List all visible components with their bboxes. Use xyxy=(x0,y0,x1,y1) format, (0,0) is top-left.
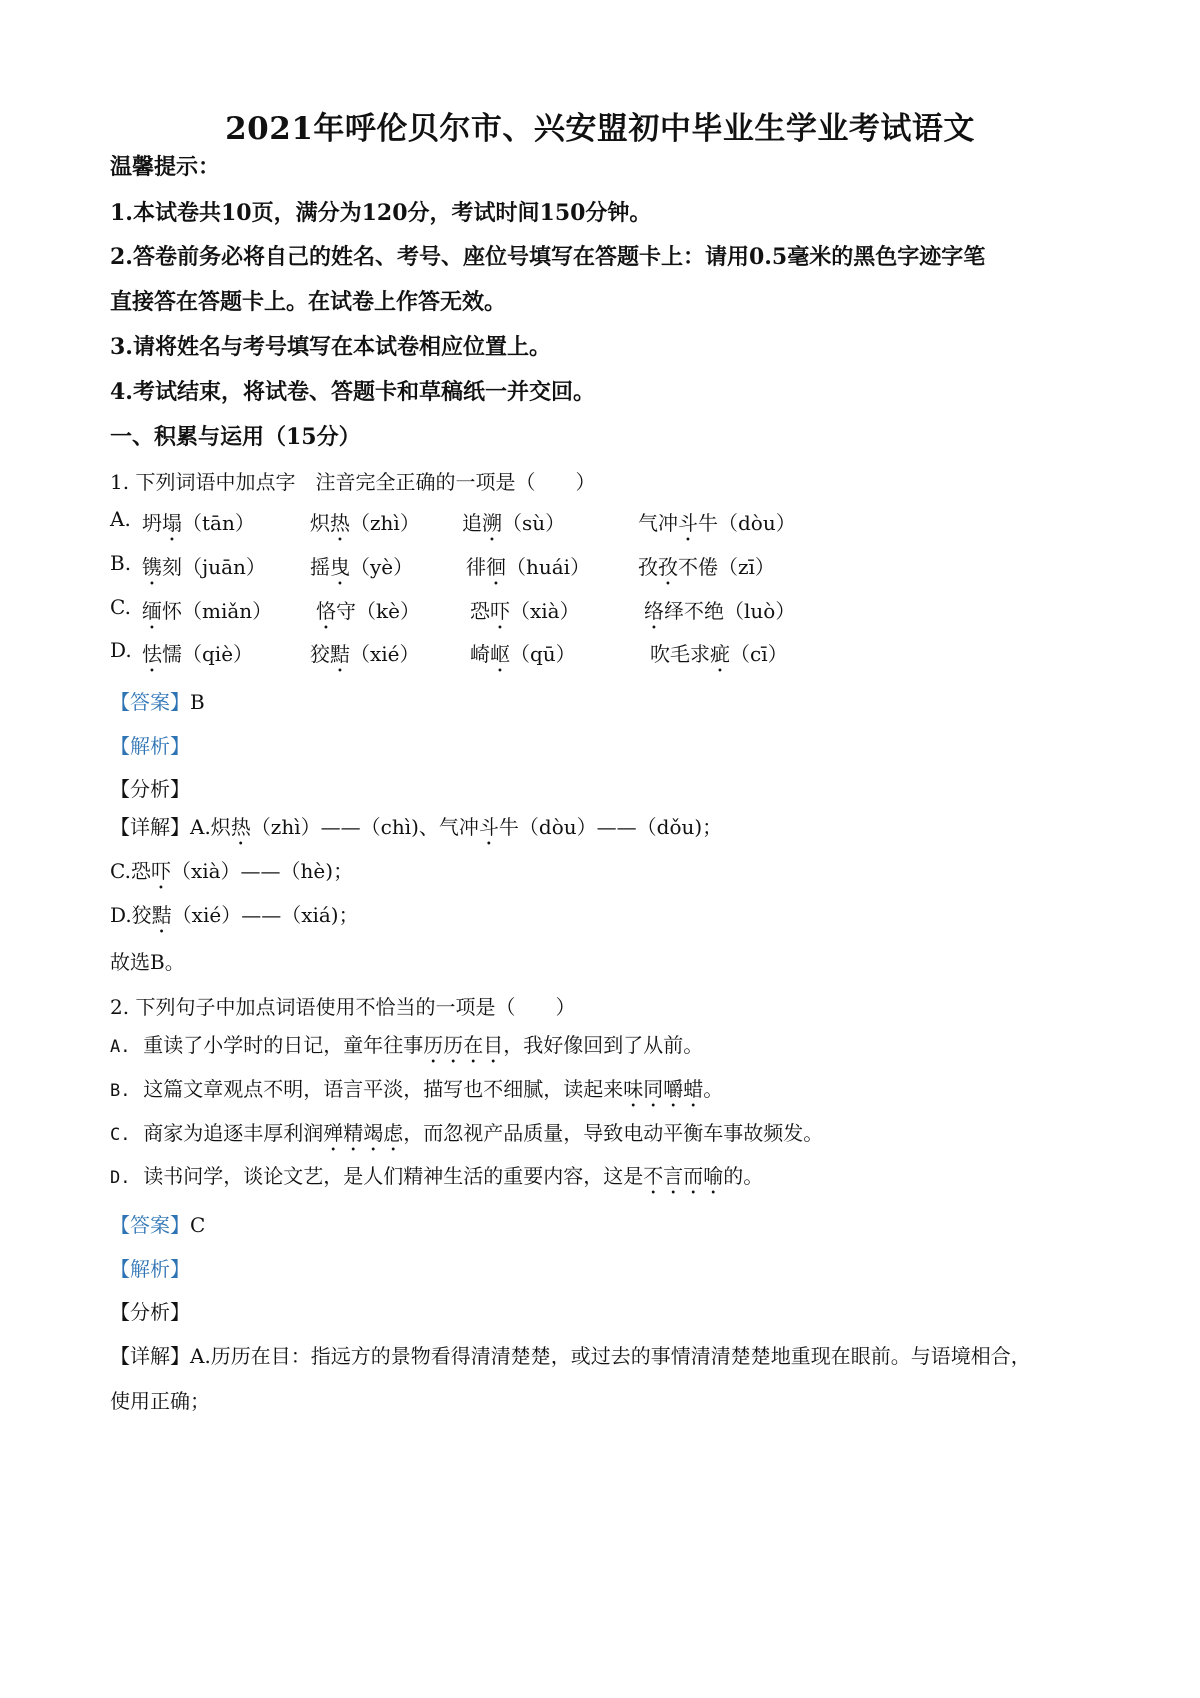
option-label: D. xyxy=(110,638,132,662)
option-word: 气冲斗牛（dòu） xyxy=(638,511,796,535)
option-word: 络绎不绝（luò） xyxy=(644,599,796,623)
answer-value: C xyxy=(190,1213,206,1237)
option-word: 崎岖（qū） xyxy=(470,642,576,666)
option-word: 吹毛求疵（cī） xyxy=(650,642,788,666)
tip-item: 4.考试结束，将试卷、答题卡和草稿纸一并交回。 xyxy=(110,379,595,405)
option-word: 狡黠（xié） xyxy=(310,642,420,666)
question-2-stem: 2. 下列句子中加点词语使用不恰当的一项是（ ） xyxy=(110,995,576,1019)
q1-detail-line: D.狡黠（xié）——（xiá)； xyxy=(110,903,359,927)
option-word: 怯懦（qiè） xyxy=(142,642,254,666)
q1-jiexi-tag: 【解析】 xyxy=(110,734,190,758)
q1-detail-line: 【详解】A.炽热（zhì）——（chì)、气冲斗牛（dòu）——（dǒu)； xyxy=(110,815,723,839)
q2-option-a: A. 重读了小学时的日记，童年往事历历在目，我好像回到了从前。 xyxy=(110,1033,704,1057)
q2-fenxi-tag: 【分析】 xyxy=(110,1300,190,1324)
page-title: 2021年呼伦贝尔市、兴安盟初中毕业生学业考试语文 xyxy=(225,111,975,147)
option-word: 孜孜不倦（zī） xyxy=(638,555,775,579)
option-word: 徘徊（huái） xyxy=(466,555,591,579)
answer-tag: 【答案】 xyxy=(110,690,190,714)
option-word: 炽热（zhì） xyxy=(310,511,420,535)
tip-item: 2.答卷前务必将自己的姓名、考号、座位号填写在答题卡上：请用0.5毫米的黑色字迹字笔 xyxy=(110,244,986,270)
q1-conclusion: 故选B。 xyxy=(110,950,185,974)
tip-item: 3.请将姓名与考号填写在本试卷相应位置上。 xyxy=(110,334,551,360)
q2-detail-line: 【详解】A.历历在目：指远方的景物看得清清楚楚，或过去的事情清清楚楚地重现在眼前。与语境相合， xyxy=(110,1344,1031,1368)
q1-detail-line: C.恐吓（xià）——（hè)； xyxy=(110,859,354,883)
q2-option-d: D. 读书问学，谈论文艺，是人们精神生活的重要内容，这是不言而喻的。 xyxy=(110,1164,764,1188)
q2-option-c: C. 商家为追逐丰厚利润殚精竭虑，而忽视产品质量，导致电动平衡车事故频发。 xyxy=(110,1121,824,1145)
q2-detail-line: 使用正确； xyxy=(110,1389,210,1413)
q1-fenxi-tag: 【分析】 xyxy=(110,777,190,801)
option-label: A. xyxy=(110,507,131,531)
q2-jiexi-tag: 【解析】 xyxy=(110,1257,190,1281)
option-word: 缅怀（miǎn） xyxy=(142,599,273,623)
answer-tag: 【答案】 xyxy=(110,1213,190,1237)
tip-item: 1.本试卷共10页，满分为120分，考试时间150分钟。 xyxy=(110,200,652,226)
option-word: 追溯（sù） xyxy=(462,511,566,535)
tips-heading: 温馨提示： xyxy=(110,154,221,180)
answer-value: B xyxy=(190,690,205,714)
option-word: 坍塌（tān） xyxy=(142,511,255,535)
option-word: 摇曳（yè） xyxy=(310,555,414,579)
q1-answer xyxy=(110,686,205,715)
q2-answer xyxy=(110,1209,205,1238)
question-1-stem: 1. 下列词语中加点字 注音完全正确的一项是（ ） xyxy=(110,470,596,494)
option-word: 恐吓（xià） xyxy=(470,599,580,623)
q2-option-b: B. 这篇文章观点不明，语言平淡，描写也不细腻，读起来味同嚼蜡。 xyxy=(110,1077,724,1101)
option-word: 镌刻（juān） xyxy=(142,555,266,579)
option-label: B. xyxy=(110,551,132,575)
tip-item: 直接答在答题卡上。在试卷上作答无效。 xyxy=(110,289,507,315)
section-heading: 一、积累与运用（15分） xyxy=(110,424,361,450)
option-label: C. xyxy=(110,595,131,619)
option-word: 恪守（kè） xyxy=(316,599,420,623)
